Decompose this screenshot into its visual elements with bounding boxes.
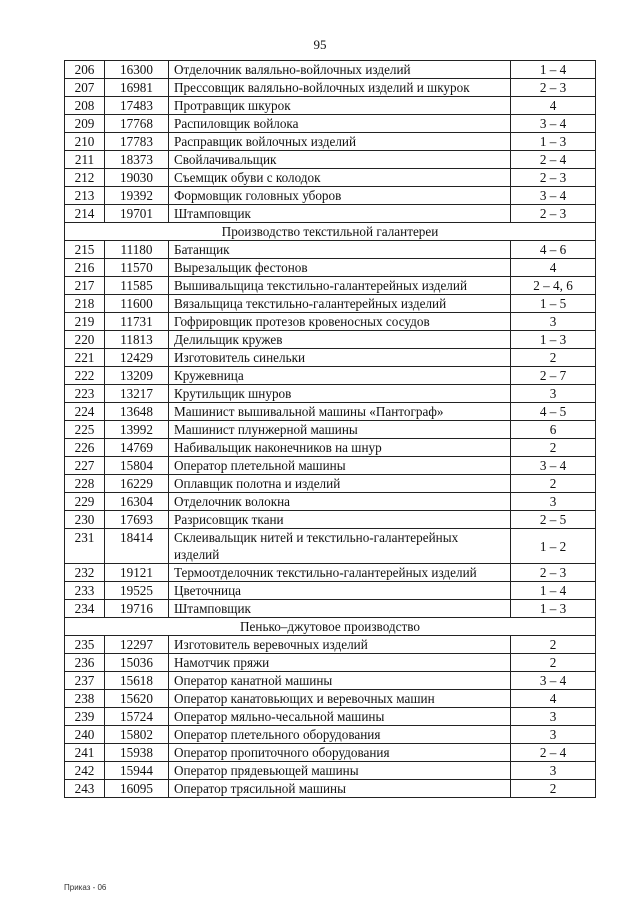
row-number: 217 bbox=[65, 277, 105, 295]
profession-code: 13209 bbox=[105, 367, 169, 385]
grade-range: 3 bbox=[511, 493, 596, 511]
profession-name: Вязальщица текстильно-галантерейных изделий bbox=[169, 295, 511, 313]
profession-name: Машинист плунжерной машины bbox=[169, 421, 511, 439]
row-number: 242 bbox=[65, 762, 105, 780]
profession-name: Оператор канатной машины bbox=[169, 672, 511, 690]
grade-range: 2 – 4 bbox=[511, 151, 596, 169]
grade-range: 2 – 4 bbox=[511, 744, 596, 762]
grade-range: 4 – 6 bbox=[511, 241, 596, 259]
professions-table bbox=[64, 60, 596, 798]
profession-name: Склеивальщик нитей и текстильно-галантерейных изделий bbox=[169, 529, 511, 564]
page-number: 95 bbox=[313, 37, 327, 52]
profession-name: Вырезальщик фестонов bbox=[169, 259, 511, 277]
row-number: 232 bbox=[65, 564, 105, 582]
table-row bbox=[65, 529, 596, 564]
row-number: 241 bbox=[65, 744, 105, 762]
grade-range: 2 – 5 bbox=[511, 511, 596, 529]
grade-range: 3 – 4 bbox=[511, 457, 596, 475]
grade-range: 3 – 4 bbox=[511, 672, 596, 690]
table-row bbox=[65, 79, 596, 97]
table-row bbox=[65, 385, 596, 403]
grade-range: 3 bbox=[511, 726, 596, 744]
table-row bbox=[65, 600, 596, 618]
profession-code: 16095 bbox=[105, 780, 169, 798]
profession-code: 18373 bbox=[105, 151, 169, 169]
table-row bbox=[65, 187, 596, 205]
grade-range: 1 – 3 bbox=[511, 133, 596, 151]
row-number: 225 bbox=[65, 421, 105, 439]
table-row bbox=[65, 403, 596, 421]
grade-range: 2 bbox=[511, 636, 596, 654]
profession-code: 19121 bbox=[105, 564, 169, 582]
profession-code: 17693 bbox=[105, 511, 169, 529]
profession-name: Штамповщик bbox=[169, 600, 511, 618]
row-number: 218 bbox=[65, 295, 105, 313]
profession-name: Намотчик пряжи bbox=[169, 654, 511, 672]
profession-name: Оператор пропиточного оборудования bbox=[169, 744, 511, 762]
profession-name: Крутильщик шнуров bbox=[169, 385, 511, 403]
profession-name: Делильщик кружев bbox=[169, 331, 511, 349]
professions-table-body bbox=[65, 61, 596, 798]
section-row bbox=[65, 223, 596, 241]
grade-range: 2 – 3 bbox=[511, 564, 596, 582]
profession-name: Штамповщик bbox=[169, 205, 511, 223]
profession-name: Распиловщик войлока bbox=[169, 115, 511, 133]
section-row bbox=[65, 618, 596, 636]
table-row bbox=[65, 511, 596, 529]
table-row bbox=[65, 654, 596, 672]
profession-name: Отделочник волокна bbox=[169, 493, 511, 511]
grade-range: 3 bbox=[511, 385, 596, 403]
profession-name: Формовщик головных уборов bbox=[169, 187, 511, 205]
table-row bbox=[65, 744, 596, 762]
grade-range: 3 bbox=[511, 762, 596, 780]
profession-name: Свойлачивальщик bbox=[169, 151, 511, 169]
row-number: 239 bbox=[65, 708, 105, 726]
row-number: 213 bbox=[65, 187, 105, 205]
row-number: 206 bbox=[65, 61, 105, 79]
row-number: 222 bbox=[65, 367, 105, 385]
table-row bbox=[65, 780, 596, 798]
row-number: 216 bbox=[65, 259, 105, 277]
profession-name: Термоотделочник текстильно-галантерейных изделий bbox=[169, 564, 511, 582]
grade-range: 4 bbox=[511, 97, 596, 115]
grade-range: 2 bbox=[511, 780, 596, 798]
grade-range: 1 – 3 bbox=[511, 600, 596, 618]
row-number: 211 bbox=[65, 151, 105, 169]
row-number: 215 bbox=[65, 241, 105, 259]
profession-name: Оператор плетельной машины bbox=[169, 457, 511, 475]
table-row bbox=[65, 672, 596, 690]
row-number: 240 bbox=[65, 726, 105, 744]
grade-range: 4 bbox=[511, 259, 596, 277]
profession-code: 11600 bbox=[105, 295, 169, 313]
table-row bbox=[65, 295, 596, 313]
grade-range: 3 bbox=[511, 708, 596, 726]
row-number: 238 bbox=[65, 690, 105, 708]
table-row bbox=[65, 690, 596, 708]
profession-name: Набивальщик наконечников на шнур bbox=[169, 439, 511, 457]
grade-range: 2 – 7 bbox=[511, 367, 596, 385]
grade-range: 6 bbox=[511, 421, 596, 439]
grade-range: 4 bbox=[511, 690, 596, 708]
profession-name: Оператор канатовьющих и веревочных машин bbox=[169, 690, 511, 708]
grade-range: 1 – 5 bbox=[511, 295, 596, 313]
profession-name: Кружевница bbox=[169, 367, 511, 385]
table-row bbox=[65, 636, 596, 654]
row-number: 224 bbox=[65, 403, 105, 421]
table-row bbox=[65, 313, 596, 331]
grade-range: 2 bbox=[511, 349, 596, 367]
profession-code: 15036 bbox=[105, 654, 169, 672]
profession-name: Батанщик bbox=[169, 241, 511, 259]
profession-code: 11585 bbox=[105, 277, 169, 295]
row-number: 234 bbox=[65, 600, 105, 618]
grade-range: 2 bbox=[511, 475, 596, 493]
profession-code: 16981 bbox=[105, 79, 169, 97]
row-number: 208 bbox=[65, 97, 105, 115]
profession-code: 11813 bbox=[105, 331, 169, 349]
grade-range: 1 – 2 bbox=[511, 529, 596, 564]
row-number: 227 bbox=[65, 457, 105, 475]
section-title: Производство текстильной галантереи bbox=[65, 223, 596, 241]
profession-code: 13217 bbox=[105, 385, 169, 403]
profession-code: 16300 bbox=[105, 61, 169, 79]
table-row bbox=[65, 762, 596, 780]
grade-range: 2 – 3 bbox=[511, 169, 596, 187]
row-number: 220 bbox=[65, 331, 105, 349]
profession-code: 12429 bbox=[105, 349, 169, 367]
grade-range: 2 – 3 bbox=[511, 205, 596, 223]
profession-name: Съемщик обуви с колодок bbox=[169, 169, 511, 187]
profession-code: 19701 bbox=[105, 205, 169, 223]
row-number: 229 bbox=[65, 493, 105, 511]
profession-name: Оператор плетельного оборудования bbox=[169, 726, 511, 744]
profession-code: 11180 bbox=[105, 241, 169, 259]
table-row bbox=[65, 61, 596, 79]
table-row bbox=[65, 277, 596, 295]
table-row bbox=[65, 151, 596, 169]
profession-name: Расправщик войлочных изделий bbox=[169, 133, 511, 151]
table-row bbox=[65, 367, 596, 385]
profession-code: 11731 bbox=[105, 313, 169, 331]
grade-range: 1 – 4 bbox=[511, 61, 596, 79]
profession-code: 16229 bbox=[105, 475, 169, 493]
profession-code: 13648 bbox=[105, 403, 169, 421]
table-row bbox=[65, 331, 596, 349]
grade-range: 1 – 4 bbox=[511, 582, 596, 600]
table-row bbox=[65, 133, 596, 151]
profession-name: Вышивальщица текстильно-галантерейных изделий bbox=[169, 277, 511, 295]
profession-code: 11570 bbox=[105, 259, 169, 277]
profession-name: Отделочник валяльно-войлочных изделий bbox=[169, 61, 511, 79]
row-number: 231 bbox=[65, 529, 105, 564]
profession-code: 15944 bbox=[105, 762, 169, 780]
profession-code: 17783 bbox=[105, 133, 169, 151]
profession-name: Цветочница bbox=[169, 582, 511, 600]
section-title: Пенько–джутовое производство bbox=[65, 618, 596, 636]
profession-code: 12297 bbox=[105, 636, 169, 654]
table-row bbox=[65, 493, 596, 511]
grade-range: 3 – 4 bbox=[511, 115, 596, 133]
table-row bbox=[65, 708, 596, 726]
profession-code: 16304 bbox=[105, 493, 169, 511]
table-row bbox=[65, 349, 596, 367]
profession-code: 15724 bbox=[105, 708, 169, 726]
grade-range: 3 bbox=[511, 313, 596, 331]
table-row bbox=[65, 475, 596, 493]
row-number: 214 bbox=[65, 205, 105, 223]
profession-code: 18414 bbox=[105, 529, 169, 564]
profession-name: Изготовитель веревочных изделий bbox=[169, 636, 511, 654]
profession-code: 19716 bbox=[105, 600, 169, 618]
row-number: 212 bbox=[65, 169, 105, 187]
profession-name: Протравщик шкурок bbox=[169, 97, 511, 115]
row-number: 230 bbox=[65, 511, 105, 529]
grade-range: 4 – 5 bbox=[511, 403, 596, 421]
profession-code: 19525 bbox=[105, 582, 169, 600]
row-number: 226 bbox=[65, 439, 105, 457]
profession-code: 19392 bbox=[105, 187, 169, 205]
table-row bbox=[65, 726, 596, 744]
grade-range: 2 – 4, 6 bbox=[511, 277, 596, 295]
table-row bbox=[65, 115, 596, 133]
row-number: 209 bbox=[65, 115, 105, 133]
grade-range: 2 bbox=[511, 654, 596, 672]
profession-name: Машинист вышивальной машины «Пантограф» bbox=[169, 403, 511, 421]
profession-code: 15804 bbox=[105, 457, 169, 475]
row-number: 219 bbox=[65, 313, 105, 331]
table-row bbox=[65, 241, 596, 259]
table-row bbox=[65, 582, 596, 600]
profession-name: Оператор трясильной машины bbox=[169, 780, 511, 798]
profession-code: 17768 bbox=[105, 115, 169, 133]
grade-range: 1 – 3 bbox=[511, 331, 596, 349]
row-number: 210 bbox=[65, 133, 105, 151]
table-row bbox=[65, 259, 596, 277]
profession-code: 15620 bbox=[105, 690, 169, 708]
profession-name: Оплавщик полотна и изделий bbox=[169, 475, 511, 493]
profession-code: 15618 bbox=[105, 672, 169, 690]
table-row bbox=[65, 97, 596, 115]
table-row bbox=[65, 564, 596, 582]
row-number: 207 bbox=[65, 79, 105, 97]
table-row bbox=[65, 421, 596, 439]
row-number: 243 bbox=[65, 780, 105, 798]
profession-code: 15802 bbox=[105, 726, 169, 744]
grade-range: 3 – 4 bbox=[511, 187, 596, 205]
profession-name: Гофрировщик протезов кровеносных сосудов bbox=[169, 313, 511, 331]
profession-code: 14769 bbox=[105, 439, 169, 457]
profession-code: 17483 bbox=[105, 97, 169, 115]
profession-name: Прессовщик валяльно-войлочных изделий и шкурок bbox=[169, 79, 511, 97]
table-row bbox=[65, 439, 596, 457]
grade-range: 2 – 3 bbox=[511, 79, 596, 97]
row-number: 235 bbox=[65, 636, 105, 654]
row-number: 233 bbox=[65, 582, 105, 600]
profession-code: 13992 bbox=[105, 421, 169, 439]
row-number: 223 bbox=[65, 385, 105, 403]
table-row bbox=[65, 457, 596, 475]
row-number: 221 bbox=[65, 349, 105, 367]
profession-name: Оператор прядевьющей машины bbox=[169, 762, 511, 780]
grade-range: 2 bbox=[511, 439, 596, 457]
footer-note: Приказ - 06 bbox=[64, 883, 107, 892]
profession-name: Оператор мяльно-чесальной машины bbox=[169, 708, 511, 726]
row-number: 228 bbox=[65, 475, 105, 493]
profession-name: Изготовитель синельки bbox=[169, 349, 511, 367]
row-number: 237 bbox=[65, 672, 105, 690]
row-number: 236 bbox=[65, 654, 105, 672]
profession-code: 19030 bbox=[105, 169, 169, 187]
table-row bbox=[65, 205, 596, 223]
profession-code: 15938 bbox=[105, 744, 169, 762]
profession-name: Разрисовщик ткани bbox=[169, 511, 511, 529]
table-row bbox=[65, 169, 596, 187]
